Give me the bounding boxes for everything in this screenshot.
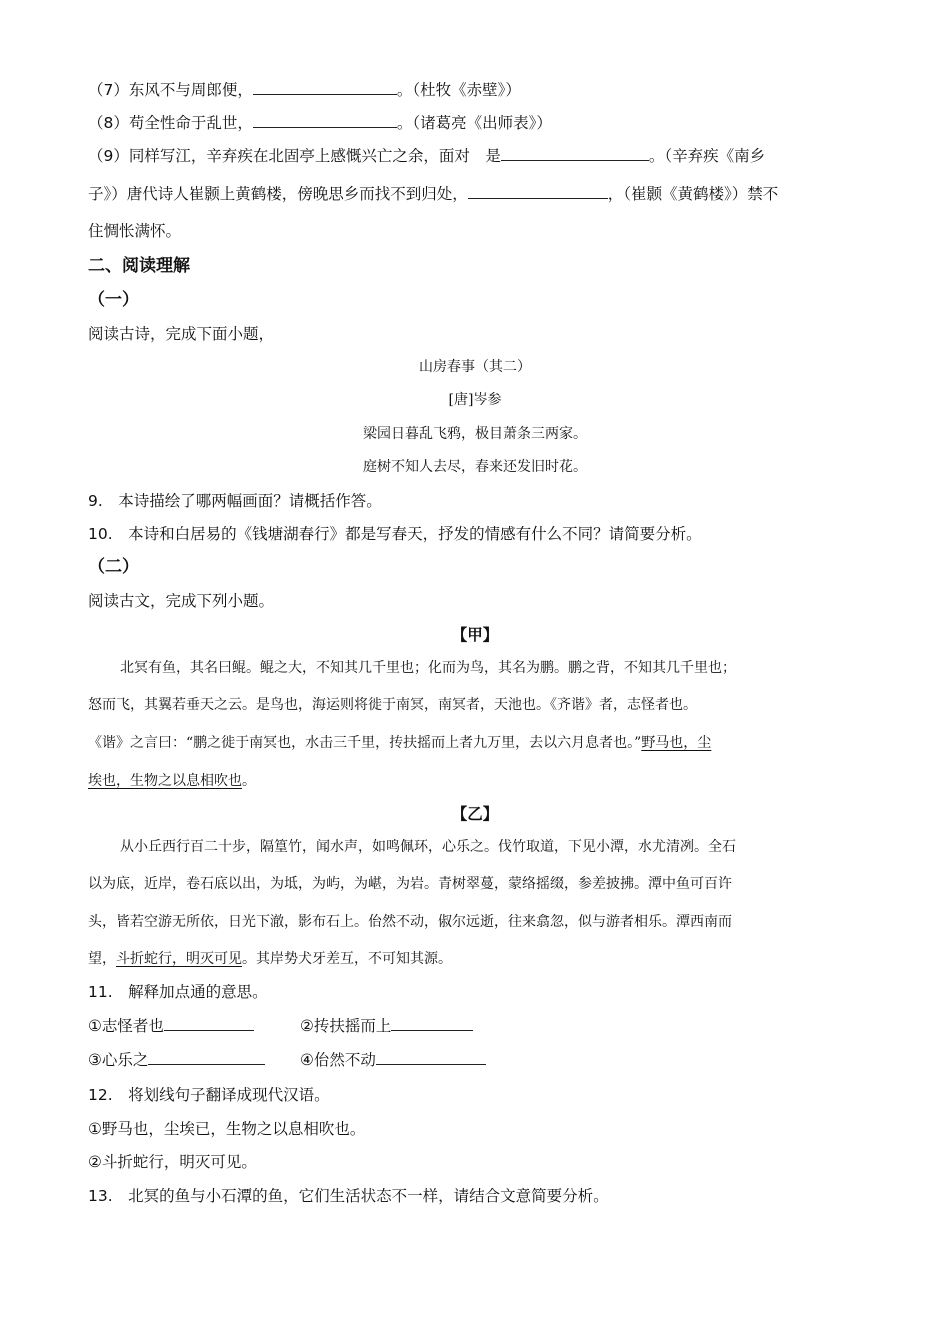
answer-blank[interactable] <box>376 1050 486 1065</box>
answer-blank[interactable] <box>501 146 649 161</box>
answer-blank[interactable] <box>253 80 397 95</box>
question-12-sentence-2: ②斗折蛇行，明灭可见。 <box>88 1153 257 1171</box>
poem-title: 山房春事（其二） <box>419 359 531 375</box>
question-9-line-3: 住惆怅满怀。 <box>88 222 182 240</box>
passage-jia-line-1: 北冥有鱼，其名曰鲲。鲲之大，不知其几千里也；化而为鸟，其名为鹏。鹏之背，不知其几千里也； <box>120 660 736 676</box>
answer-blank[interactable] <box>253 113 397 128</box>
part-2-label: （二） <box>88 557 139 577</box>
question-7: （7）东风不与周郎便， 。（杜牧《赤壁》） <box>88 81 521 99</box>
question-11: 11. 解释加点通的意思。 <box>88 983 268 1001</box>
answer-blank[interactable] <box>148 1050 265 1065</box>
passage-jia-line-2: 怒而飞，其翼若垂天之云。是鸟也，海运则将徙于南冥，南冥者，天池也。《齐谐》者，志怪者也。 <box>88 697 697 713</box>
answer-blank[interactable] <box>164 1016 254 1031</box>
passage-jia-line-3: 《谐》之言曰：“鹏之徙于南冥也，水击三千里，抟扶摇而上者九万里，去以六月息者也。”野马也，尘 <box>88 735 712 751</box>
answer-blank[interactable] <box>391 1016 473 1031</box>
question-11-item-2: ②抟扶摇而上 <box>300 1016 473 1036</box>
question-13: 13. 北冥的鱼与小石潭的鱼，它们生活状态不一样，请结合文意简要分析。 <box>88 1187 609 1205</box>
poem-line-2: 庭树不知人去尽，春来还发旧时花。 <box>363 459 587 475</box>
answer-blank[interactable] <box>468 184 608 199</box>
part-1-label: （一） <box>88 290 139 310</box>
passage-yi-label: 【乙】 <box>451 805 499 823</box>
underlined-sentence: 埃也，生物之以息相吹也 <box>88 773 242 789</box>
underlined-sentence: 斗折蛇行，明灭可见 <box>116 951 242 967</box>
passage-yi-line-1: 从小丘西行百二十步，隔篁竹，闻水声，如鸣佩环，心乐之。伐竹取道，下见小潭，水尤清冽。全石 <box>120 839 736 855</box>
underlined-sentence: 野马也，尘 <box>641 735 712 751</box>
part-2-intro: 阅读古文，完成下列小题。 <box>88 592 275 610</box>
poem-line-1: 梁园日暮乱飞鸦，极目萧条三两家。 <box>363 426 587 442</box>
question-11-item-4: ④佁然不动 <box>300 1050 486 1070</box>
question-8: （8）苟全性命于乱世， 。（诸葛亮《出师表》） <box>88 114 552 132</box>
question-12-sentence-1: ①野马也，尘埃已，生物之以息相吹也。 <box>88 1120 366 1138</box>
question-9-line-1: （9）同样写江，辛弃疾在北固亭上感慨兴亡之余，面对 是 。（辛弃疾《南乡 <box>88 147 766 165</box>
question-10: 10. 本诗和白居易的《钱塘湖春行》都是写春天，抒发的情感有什么不同？请简要分析。 <box>88 525 702 543</box>
section-heading: 二、阅读理解 <box>88 256 190 276</box>
passage-yi-line-3: 头，皆若空游无所依，日光下澈，影布石上。佁然不动，俶尔远逝，往来翕忽，似与游者相乐。潭西南而 <box>88 914 732 930</box>
passage-yi-line-2: 以为底，近岸，卷石底以出，为坻，为屿，为嵁，为岩。青树翠蔓，蒙络摇缀，参差披拂。潭中鱼可百许 <box>88 876 732 892</box>
question-11-item-1: ①志怪者也 <box>88 1016 254 1036</box>
question-9-line-2: 子》）唐代诗人崔颢上黄鹤楼，傍晚思乡而找不到归处， ，（崔颢《黄鹤楼》）禁不 <box>88 185 779 203</box>
passage-jia-label: 【甲】 <box>451 626 499 644</box>
question-11-item-3: ③心乐之 <box>88 1050 265 1070</box>
passage-yi-line-4: 望，斗折蛇行，明灭可见。其岸势犬牙差互，不可知其源。 <box>88 951 452 967</box>
part-1-intro: 阅读古诗，完成下面小题， <box>88 325 275 343</box>
poem-author: [唐]岑参 <box>448 392 502 408</box>
question-9-reading: 9. 本诗描绘了哪两幅画面？请概括作答。 <box>88 492 382 510</box>
question-12: 12. 将划线句子翻译成现代汉语。 <box>88 1086 330 1104</box>
passage-jia-line-4: 埃也，生物之以息相吹也。 <box>88 773 256 789</box>
